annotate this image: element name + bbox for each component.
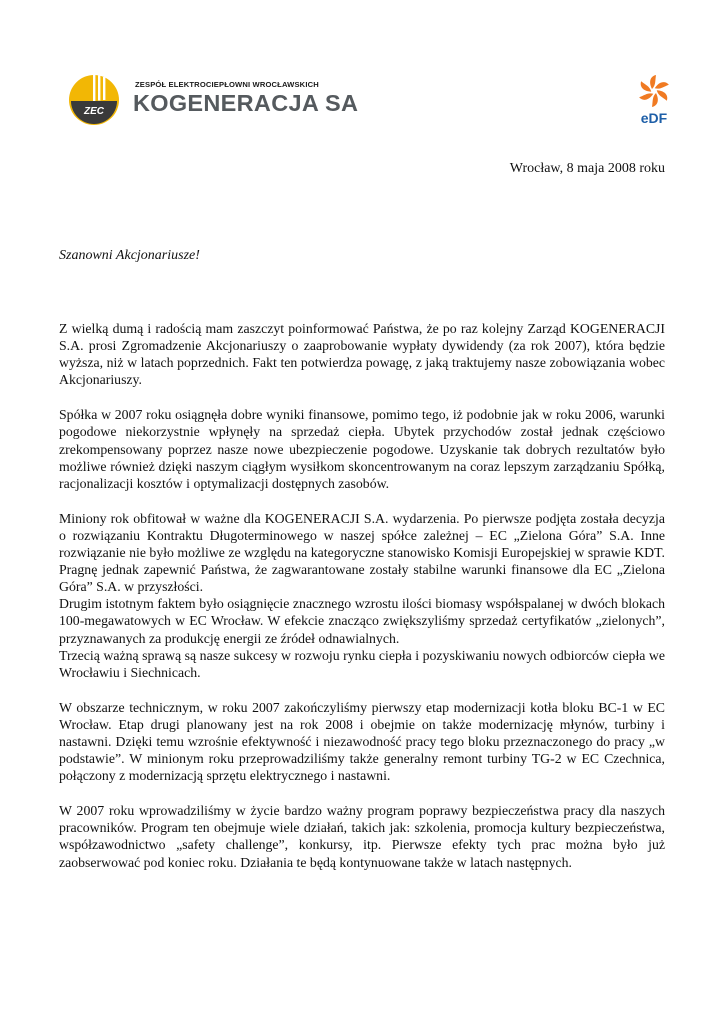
paragraph-dividend: Z wielką dumą i radością mam zaszczyt poinformować Państwa, że po raz kolejny Zarząd KOGENERACJI S.A. prosi Zgromadzenie Akcjonariuszy o zaaprobowanie wypłaty dywidendy (za rok 2007), która będzie wyższa, niż w latach poprzednich. Fakt ten potwierdza powagę, z jaką traktujemy nasze zobowiązania wobec Akcjonariuszy. <box>59 321 665 388</box>
paragraph-financial-results: Spółka w 2007 roku osiągnęła dobre wyniki finansowe, pomimo tego, iż podobnie jak w roku 2006, warunki pogodowe niekorzystnie wpłynęły na sprzedaż ciepła. Ubytek przychodów został jednak częściowo zrekompensowany poprzez nasze nowe ubezpieczenie pogodowe. Uzyskanie tak dobrych rezultatów było możliwe również dzięki naszym ciągłym wysiłkom skoncentrowanym na coraz lepszym zarządzaniu Spółką, racjonalizacji kosztów i optymalizacji dostępnych zasobów. <box>59 407 665 491</box>
zec-logo-icon <box>68 74 120 126</box>
zec-logo-text: ZEC <box>84 106 104 117</box>
letterhead <box>0 0 724 140</box>
salutation: Szanowni Akcjonariusze! <box>59 248 200 263</box>
paragraph-biomass: Drugim istotnym faktem było osiągnięcie znacznego wzrostu ilości biomasy współspalanej w dwóch blokach 100-megawatowych w EC Wrocław. W efekcie znacząco zwiększyliśmy sprzedaż certyfikatów „zielonych”, przyznawanych za produkcję energii ze źródeł odnawialnych. <box>59 596 665 646</box>
paragraph-technical: W obszarze technicznym, w roku 2007 zakończyliśmy pierwszy etap modernizacji kotła bloku BC-1 w EC Wrocław. Etap drugi planowany jest na rok 2008 i obejmie on także modernizację młynów, turbiny i nastawni. Dzięki temu wzrośnie efektywność i niezawodność pracy tego bloku przeznaczonego do pracy „w podstawie”. W minionym roku przeprowadziliśmy także generalny remont turbiny TG-2 w EC Czechnica, połączony z modernizacją sprzętu elektrycznego i nastawni. <box>59 699 665 784</box>
edf-logo-icon <box>634 74 674 126</box>
edf-logo-text: eDF <box>640 110 668 126</box>
letter-body <box>59 320 665 889</box>
paragraph-heat-market: Trzecią ważną sprawą są nasze sukcesy w rozwoju rynku ciepła i pozyskiwaniu nowych odbiorców ciepła we Wrocławiu i Siechnicach. <box>59 647 665 680</box>
company-name: KOGENERACJA SA <box>133 90 359 116</box>
paragraph-events: Miniony rok obfitował w ważne dla KOGENERACJI S.A. wydarzenia. Po pierwsze podjęta została decyzja o rozwiązaniu Kontraktu Długoterminowego w naszej spółce zależnej – EC „Zielona Góra” S.A. Inne rozwiązanie nie było możliwe ze względu na kategoryczne stanowisko Komisji Europejskiej w sprawie KDT. Pragnę jednak zapewnić Państwa, że zagwarantowane zostały stabilne warunki finansowe dla EC „Zielona Góra” S.A. w przyszłości. <box>59 510 665 595</box>
paragraph-safety: W 2007 roku wprowadziliśmy w życie bardzo ważny program poprawy bezpieczeństwa pracy dla naszych pracowników. Program ten obejmuje wiele działań, takich jak: szkolenia, promocja kultury bezpieczeństwa, współzawodnictwo „safety challenge”, konkursy, itp. Pierwsze efekty tych prac można było już zaobserwować pod koniec roku. Działania te będą kontynuowane także w latach następnych. <box>59 803 665 870</box>
letter-date: Wrocław, 8 maja 2008 roku <box>509 161 665 176</box>
company-subtitle: ZESPÓŁ ELEKTROCIEPŁOWNI WROCŁAWSKICH <box>135 80 319 89</box>
